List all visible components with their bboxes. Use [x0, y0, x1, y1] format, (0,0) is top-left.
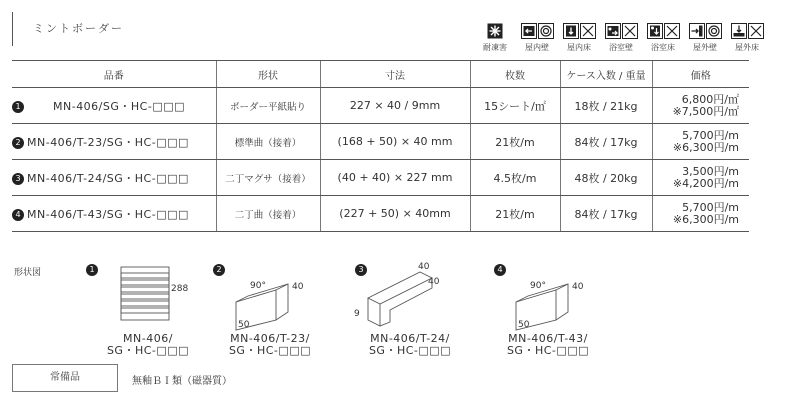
shape-number-badge: 4	[494, 264, 506, 276]
table-row	[12, 124, 749, 160]
legend-label: 屋外床	[735, 43, 759, 52]
cross-icon	[622, 23, 638, 39]
shape-caption	[103, 333, 193, 357]
page-title: ミントボーダー	[33, 22, 124, 35]
size-cell: (227 + 50) × 40mm	[320, 196, 470, 232]
shapes-section-label: 形状図	[14, 268, 42, 278]
header-size: 寸法	[320, 61, 470, 88]
product-code-cell	[12, 196, 216, 232]
shape-number-badge: 2	[213, 264, 225, 276]
price-cell	[652, 196, 749, 232]
size-cell: (40 + 40) × 227 mm	[320, 160, 470, 196]
price-standard: 6,800円/㎡	[681, 92, 739, 106]
dimension-label: 40	[428, 277, 440, 287]
product-code: MN-406/SG・HC-□□□	[53, 99, 185, 113]
legend-outdoor-floor	[728, 23, 766, 53]
price-special: ※6,300円/m	[672, 212, 739, 226]
legend-indoor-wall	[518, 23, 556, 53]
row-number-badge: 3	[12, 173, 24, 185]
price-cell	[652, 124, 749, 160]
count-cell: 21枚/m	[470, 124, 560, 160]
legend-outdoor-wall	[686, 23, 724, 53]
circle-icon	[538, 23, 554, 39]
price-standard: 3,500円/m	[682, 164, 739, 178]
bath-floor-icon	[647, 23, 663, 39]
legend-label: 耐凍害	[483, 43, 507, 52]
outdoor-floor-icon	[731, 23, 747, 39]
lintel-tile-drawing	[350, 260, 450, 332]
legend-bath-floor	[644, 23, 682, 53]
legend-label: 屋内床	[567, 43, 591, 52]
product-code-cell	[12, 160, 216, 196]
product-code: MN-406/T-23/SG・HC-□□□	[27, 135, 189, 149]
legend-label: 屋内壁	[525, 43, 549, 52]
price-cell	[652, 88, 749, 124]
dimension-label: 90°	[530, 281, 546, 291]
count-cell: 15シート/㎡	[470, 88, 560, 124]
product-code-cell	[12, 124, 216, 160]
dimension-label: 90°	[250, 281, 266, 291]
header-case: ケース入数 / 重量	[560, 61, 652, 88]
product-code: MN-406/T-43/SG・HC-□□□	[27, 207, 189, 221]
corner-tile-drawing	[228, 272, 318, 332]
shape-caption-line2: SG・HC-□□□	[228, 344, 312, 357]
shape-number-badge: 1	[86, 264, 98, 276]
case-cell: 84枚 / 17kg	[560, 124, 652, 160]
shape-caption-line1: MN-406/T-24/	[370, 332, 450, 345]
legend-label: 浴室床	[651, 43, 675, 52]
legend-frost	[476, 23, 514, 53]
title-bar	[12, 12, 124, 46]
dimension-label: 40	[418, 262, 430, 272]
cross-icon	[580, 23, 596, 39]
header-price: 価格	[652, 61, 749, 88]
shape-caption-line1: MN-406/T-23/	[230, 332, 310, 345]
table-header-row	[12, 61, 749, 88]
legend-indoor-floor	[560, 23, 598, 53]
row-number-badge: 2	[12, 137, 24, 149]
header-count: 枚数	[470, 61, 560, 88]
product-table	[12, 60, 749, 232]
shape-caption-line2: SG・HC-□□□	[506, 344, 590, 357]
product-code-cell	[12, 88, 216, 124]
dimension-label: 40	[292, 282, 304, 292]
snowflake-icon	[487, 23, 503, 39]
material-note: 無釉ＢＩ類（磁器質）	[132, 376, 232, 387]
stock-item-badge: 常備品	[12, 364, 118, 392]
legend-bath-wall	[602, 23, 640, 53]
circle-icon	[706, 23, 722, 39]
count-cell: 4.5枚/m	[470, 160, 560, 196]
shape-cell: 二丁マグサ（接着）	[216, 160, 320, 196]
table-row	[12, 88, 749, 124]
corner-tile-drawing	[508, 272, 598, 332]
shape-caption	[493, 333, 603, 357]
case-cell: 48枚 / 20kg	[560, 160, 652, 196]
legend-label: 屋外壁	[693, 43, 717, 52]
dimension-label: 50	[238, 320, 250, 330]
price-special: ※7,500円/㎡	[672, 104, 739, 118]
shape-caption-line2: SG・HC-□□□	[368, 344, 452, 357]
shape-caption-line2: SG・HC-□□□	[106, 344, 190, 357]
dimension-label: 40	[572, 282, 584, 292]
shape-caption-line1: MN-406/	[123, 332, 173, 345]
legend-label: 浴室壁	[609, 43, 633, 52]
count-cell: 21枚/m	[470, 196, 560, 232]
product-code: MN-406/T-24/SG・HC-□□□	[27, 171, 189, 185]
shape-cell: ボーダー平紙貼り	[216, 88, 320, 124]
bath-wall-icon	[605, 23, 621, 39]
header-product-code: 品番	[12, 61, 216, 88]
shape-caption	[215, 333, 325, 357]
cross-icon	[748, 23, 764, 39]
usage-legend	[476, 23, 766, 53]
outdoor-wall-icon	[689, 23, 705, 39]
table-row	[12, 196, 749, 232]
row-number-badge: 1	[12, 101, 24, 113]
price-standard: 5,700円/m	[682, 200, 739, 214]
dimension-label: 9	[354, 309, 360, 319]
indoor-floor-icon	[563, 23, 579, 39]
shape-cell: 二丁曲（接着）	[216, 196, 320, 232]
price-special: ※6,300円/m	[672, 140, 739, 154]
price-standard: 5,700円/m	[682, 128, 739, 142]
shape-caption-line1: MN-406/T-43/	[508, 332, 588, 345]
shape-cell: 標準曲（接着）	[216, 124, 320, 160]
shape-caption	[355, 333, 465, 357]
dimension-label: 288	[171, 284, 189, 294]
case-cell: 18枚 / 21kg	[560, 88, 652, 124]
dimension-label: 50	[518, 320, 530, 330]
header-shape: 形状	[216, 61, 320, 88]
indoor-wall-icon	[521, 23, 537, 39]
price-cell	[652, 160, 749, 196]
row-number-badge: 4	[12, 209, 24, 221]
size-cell: 227 × 40 / 9mm	[320, 88, 470, 124]
size-cell: (168 + 50) × 40 mm	[320, 124, 470, 160]
border-sheet-drawing	[115, 266, 195, 326]
table-row	[12, 160, 749, 196]
case-cell: 84枚 / 17kg	[560, 196, 652, 232]
shape-number-badge: 3	[355, 264, 367, 276]
price-special: ※4,200円/m	[672, 176, 739, 190]
cross-icon	[664, 23, 680, 39]
